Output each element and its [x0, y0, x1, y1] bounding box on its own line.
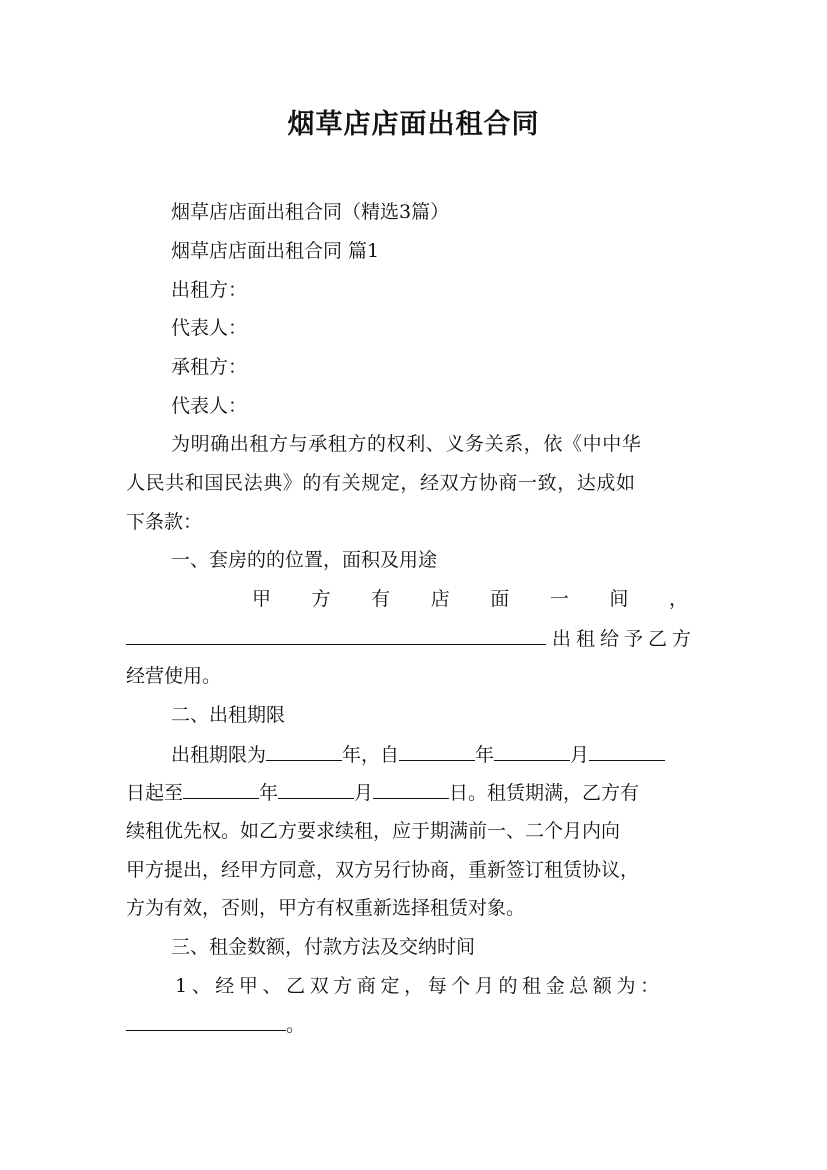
lessee-rep-field: 代表人： [171, 395, 248, 417]
blank-field[interactable] [278, 780, 354, 799]
blank-field[interactable] [126, 626, 546, 645]
blank-field[interactable] [494, 742, 570, 761]
section-1-char: 方 [311, 588, 331, 610]
period-mark: 。 [286, 1014, 306, 1036]
section-1-line-2-tail: 出租给予乙方 [552, 628, 697, 650]
intro-line-3: 下条款： [126, 511, 203, 533]
section-1-char: ， [668, 588, 688, 610]
term-label: 出租期限为 [171, 744, 267, 766]
year-label: 年 [475, 744, 495, 766]
section-1-char: 有 [371, 588, 391, 610]
lease-expiry-text: 日。租赁期满，乙方有 [449, 782, 640, 804]
section-3-heading: 三、租金数额，付款方法及交纳时间 [171, 936, 476, 958]
year-from-label: 年，自 [342, 744, 400, 766]
day-until-label: 日起至 [126, 782, 184, 804]
intro-line-1: 为明确出租方与承租方的权利、义务关系，依《中中华 [171, 433, 642, 455]
month-label: 月 [570, 744, 590, 766]
section-2-line-2 [126, 780, 702, 805]
section-1-char: 面 [490, 588, 510, 610]
section-1-line-3: 经营使用。 [126, 665, 222, 687]
section-1-line-1 [252, 587, 688, 611]
document-title: 烟草店店面出租合同 [287, 109, 540, 140]
lessor-field: 出租方： [171, 279, 248, 301]
lessor-rep-field: 代表人： [171, 317, 248, 339]
section-3-item-1: 1、经甲、乙双方商定，每个月的租金总额为： [175, 975, 664, 997]
blank-field[interactable] [126, 1012, 286, 1031]
section-3-item-1-line-2 [126, 1012, 702, 1037]
part1-heading: 烟草店店面出租合同 篇1 [171, 240, 380, 262]
lessee-field: 承租方： [171, 356, 248, 378]
section-1-char: 间 [609, 588, 629, 610]
section-2-line-4: 甲方提出，经甲方同意，双方另行协商，重新签订租赁协议， [126, 859, 640, 881]
blank-field[interactable] [183, 780, 259, 799]
blank-field[interactable] [373, 780, 449, 799]
section-2-line-1 [171, 742, 702, 767]
section-1-char: 甲 [252, 588, 272, 610]
section-1-char: 店 [430, 588, 450, 610]
section-1-heading: 一、套房的的位置，面积及用途 [171, 549, 438, 571]
intro-line-2: 人民共和国民法典》的有关规定，经双方协商一致，达成如 [126, 472, 636, 494]
blank-field[interactable] [589, 742, 665, 761]
blank-field[interactable] [399, 742, 475, 761]
section-1-char: 一 [549, 588, 569, 610]
month-label: 月 [354, 782, 374, 804]
section-1-line-2 [126, 626, 702, 651]
section-2-line-5: 方为有效，否则，甲方有权重新选择租赁对象。 [126, 897, 526, 919]
year-label: 年 [259, 782, 279, 804]
section-2-line-3: 续租优先权。如乙方要求续租，应于期满前一、二个月内向 [126, 820, 621, 842]
section-2-heading: 二、出租期限 [171, 704, 286, 726]
blank-field[interactable] [266, 742, 342, 761]
document-subtitle: 烟草店店面出租合同（精选3篇） [171, 201, 450, 223]
